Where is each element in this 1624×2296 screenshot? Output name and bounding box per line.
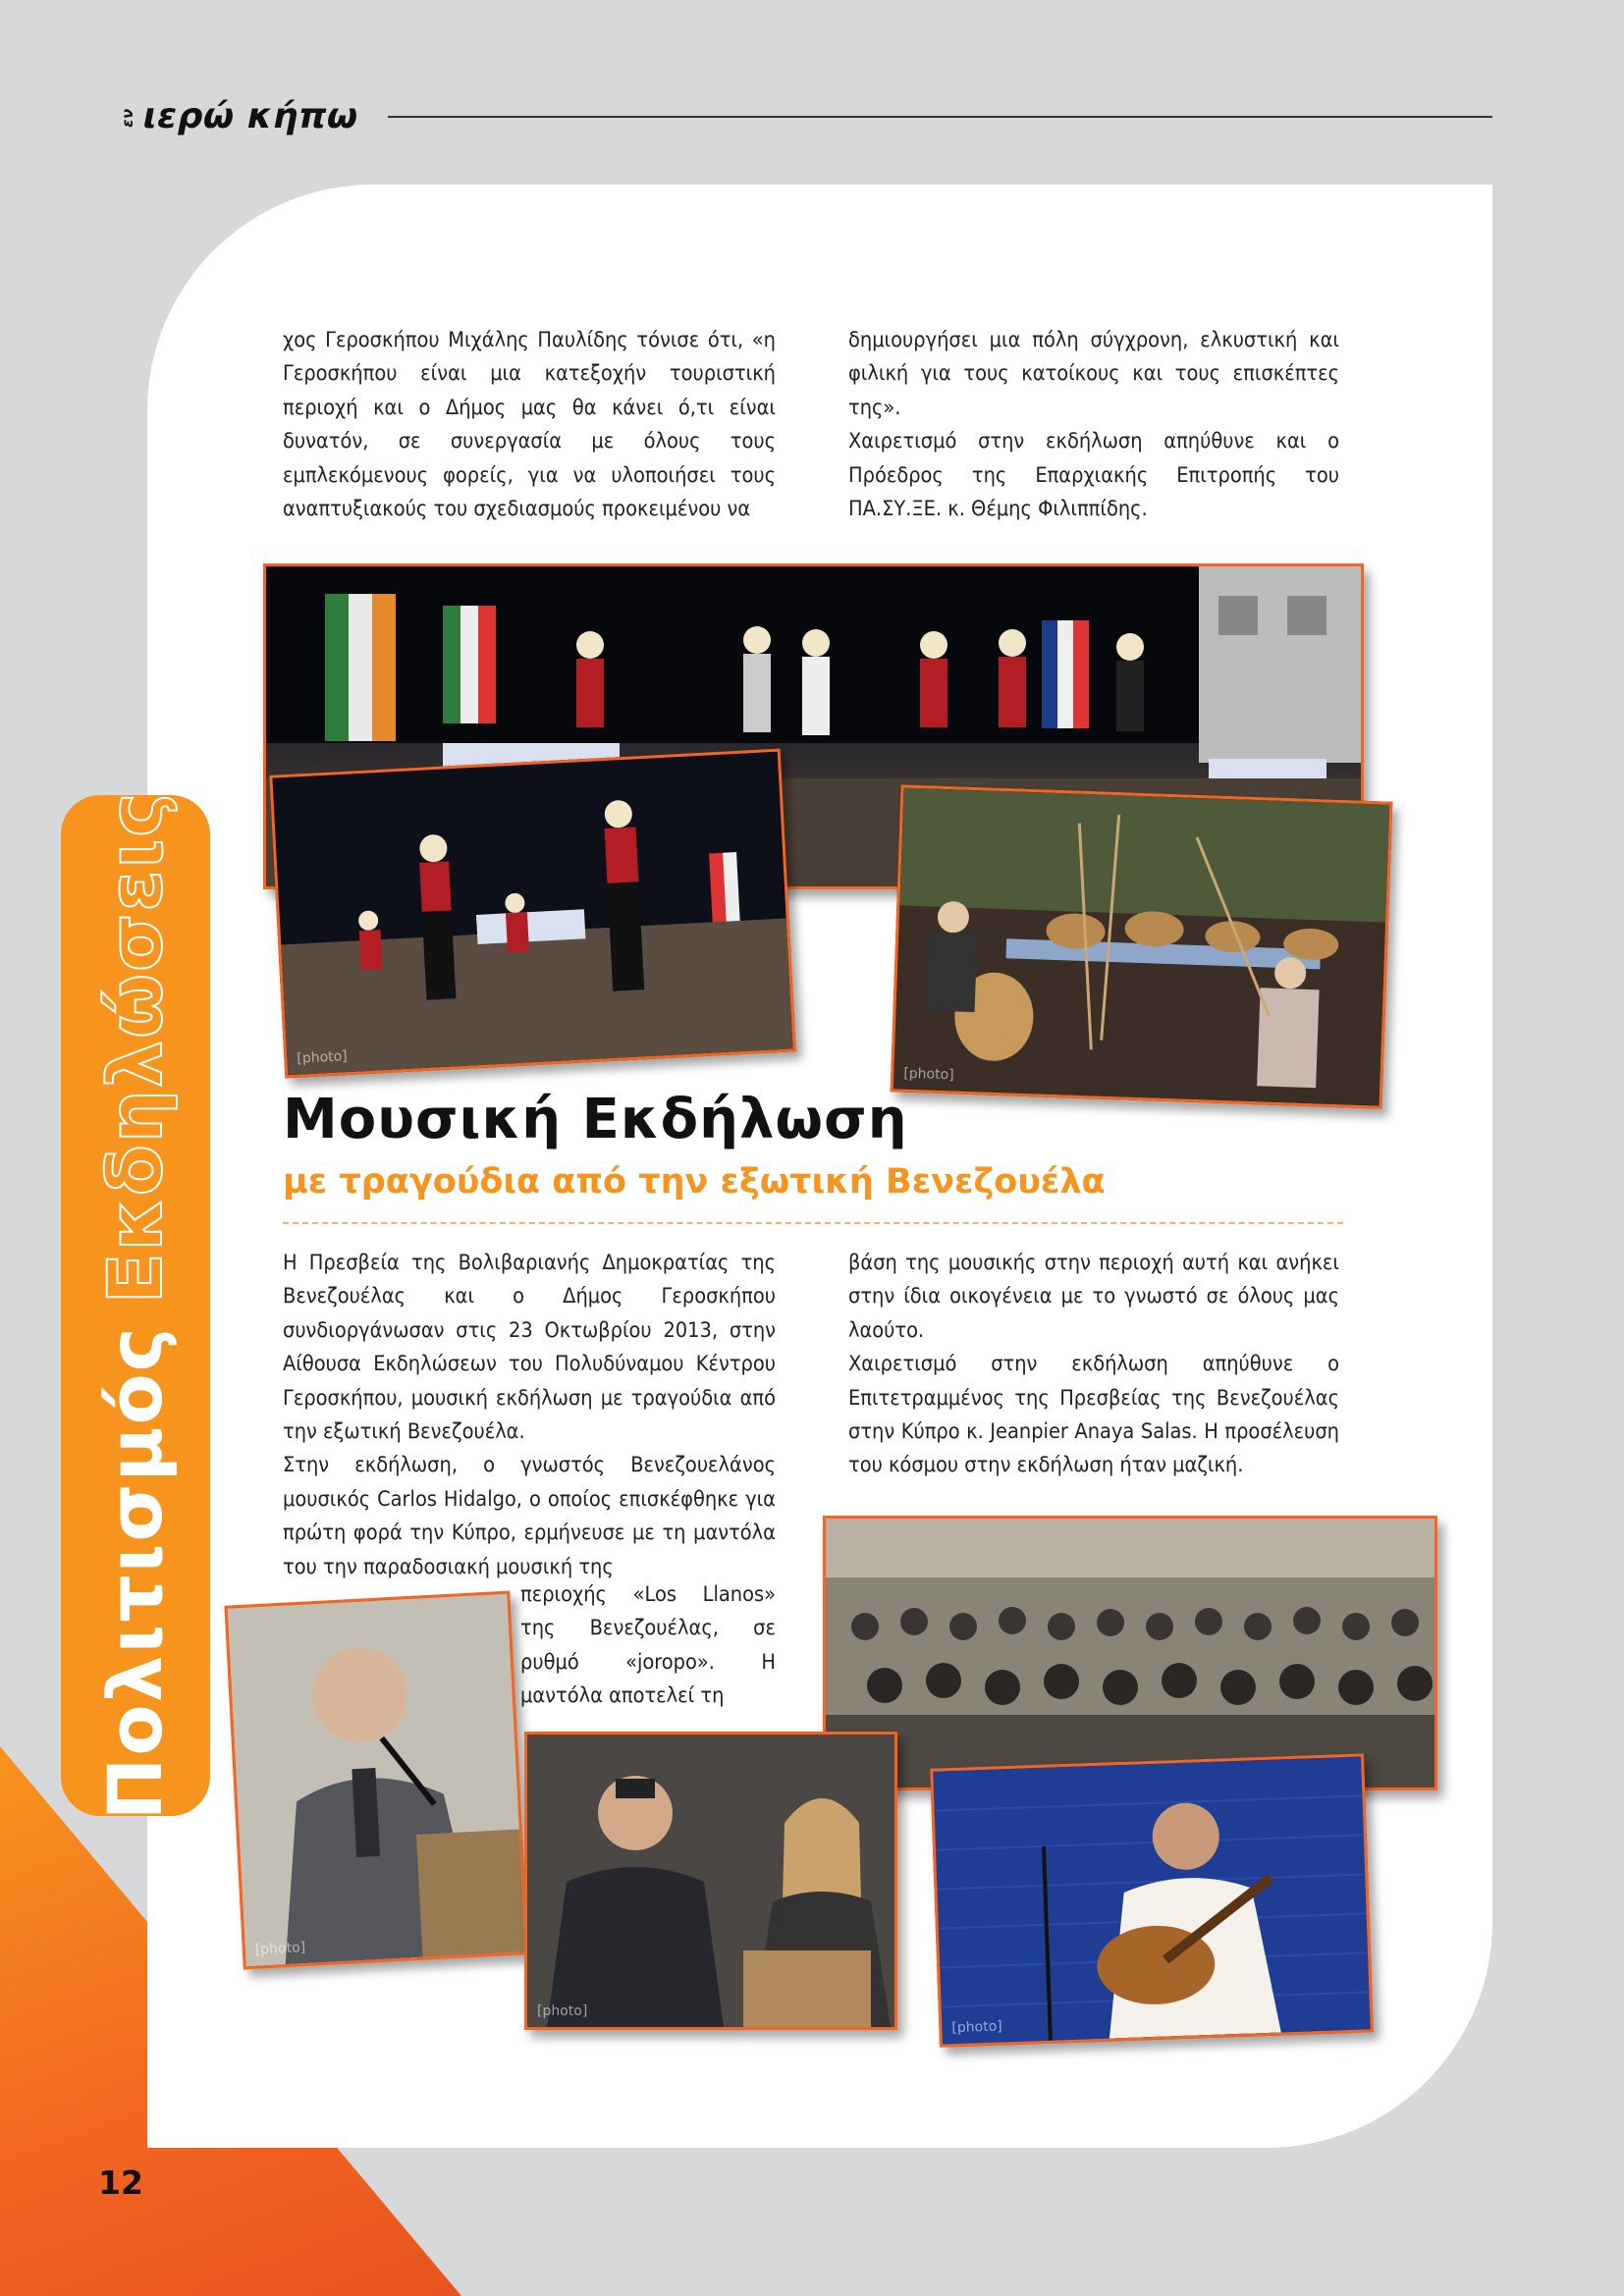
photo-dancers-caption: [photo] bbox=[297, 1048, 349, 1067]
top-right-paragraph-1: δημιουργήσει μια πόλη σύγχρονη, ελκυστική και φιλική για τους κατοίκους και τους επισκέπτες της». bbox=[848, 328, 1339, 420]
masthead bbox=[118, 96, 358, 145]
photo-audience-art bbox=[826, 1519, 1435, 1788]
photo-speaker-man-art bbox=[228, 1594, 526, 1966]
section-tab-word2: Εκδηλώσεις bbox=[90, 790, 179, 1305]
photo-dancers-art bbox=[272, 752, 792, 1076]
photo-speakers-pair-caption: [photo] bbox=[537, 2003, 588, 2019]
article-subtitle: με τραγούδια από την εξωτική Βενεζουέλα bbox=[283, 1162, 1106, 1201]
article-left-column-continued bbox=[520, 1578, 776, 1714]
photo-audience bbox=[823, 1516, 1437, 1790]
section-tab-label bbox=[76, 790, 193, 1821]
photo-speakers-pair bbox=[524, 1732, 897, 2030]
masthead-title: ιερώ κήπω bbox=[142, 96, 358, 136]
article-title: Μουσική Εκδήλωση bbox=[283, 1088, 908, 1151]
top-left-paragraph: χος Γεροσκήπου Μιχάλης Παυλίδης τόνισε ότι, «η Γεροσκήπου είναι μια κατεξοχήν τουριστική περιοχή και ο Δήμος μας θα κάνει ό,τι είναι δυνατόν, σε συνεργασία με όλους τους εμπλεκόμενους φορείς, για να υλοποιήσει τους αναπτυξιακούς του σχεδιασμούς προκειμένου να bbox=[283, 328, 776, 522]
photo-basket-weaving bbox=[891, 784, 1393, 1108]
article-right-column bbox=[848, 1247, 1339, 1483]
article-right-paragraph-2: Χαιρετισμό στην εκδήλωση απηύθυνε ο Επιτετραμμένος της Πρεσβείας της Βενεζουέλας στην Κύπρο κ. Jeanpier Anaya Salas. Η προσέλευση του κόσμου στην εκδήλωση ήταν μαζική. bbox=[848, 1352, 1339, 1478]
page-number: 12 bbox=[98, 2163, 143, 2202]
top-right-column bbox=[848, 324, 1339, 526]
top-left-column bbox=[283, 324, 776, 526]
masthead-rule bbox=[388, 116, 1492, 118]
masthead-prefix: εν bbox=[118, 108, 136, 128]
photo-musician-caption: [photo] bbox=[951, 2018, 1002, 2037]
article-right-paragraph-1: βάση της μουσικής στην περιοχή αυτή και ανήκει στην ίδια οικογένεια με το γνωστό σε όλους μας λαούτο. bbox=[848, 1251, 1339, 1343]
photo-dancers bbox=[269, 749, 795, 1079]
photo-speakers-pair-art bbox=[527, 1735, 894, 2027]
title-divider bbox=[283, 1222, 1343, 1224]
top-right-paragraph-2: Χαιρετισμό στην εκδήλωση απηύθυνε και ο Πρόεδρος της Επαρχιακής Επιτροπής του ΠΑ.ΣΥ.ΞΕ. κ. Θέμης Φιλιππίδης. bbox=[848, 429, 1339, 522]
photo-musician-art bbox=[933, 1756, 1370, 2044]
article-left-paragraph-2-continued: περιοχής «Los Llanos» της Βενεζουέλας, σε ρυθμό «joropo». Η μαντόλα αποτελεί τη bbox=[520, 1582, 776, 1709]
photo-basket-weaving-caption: [photo] bbox=[903, 1065, 954, 1084]
photo-speaker-man bbox=[224, 1591, 528, 1970]
photo-basket-weaving-art bbox=[893, 787, 1389, 1105]
photo-musician bbox=[930, 1753, 1374, 2047]
article-left-column bbox=[283, 1247, 776, 1584]
photo-speaker-man-caption: [photo] bbox=[254, 1940, 306, 1958]
section-tab-word1: Πολιτισμός bbox=[90, 1325, 179, 1821]
article-left-paragraph-1: Η Πρεσβεία της Βολιβαριανής Δημοκρατίας της Βενεζουέλας και ο Δήμος Γεροσκήπου συνδιοργάνωσαν στις 23 Οκτωβρίου 2013, στην Αίθουσα Εκδηλώσεων του Πολυδύναμου Κέντρου Γεροσκήπου, μουσική εκδήλωση με τραγούδια από την εξωτική Βενεζουέλα. bbox=[283, 1251, 776, 1445]
article-left-paragraph-2: Στην εκδήλωση, ο γνωστός Βενεζουελάνος μουσικός Carlos Hidalgo, ο οποίος επισκέφθηκε για πρώτη φορά την Κύπρο, ερμήνευσε με τη μαντόλα του την παραδοσιακή μουσική της bbox=[283, 1453, 776, 1579]
